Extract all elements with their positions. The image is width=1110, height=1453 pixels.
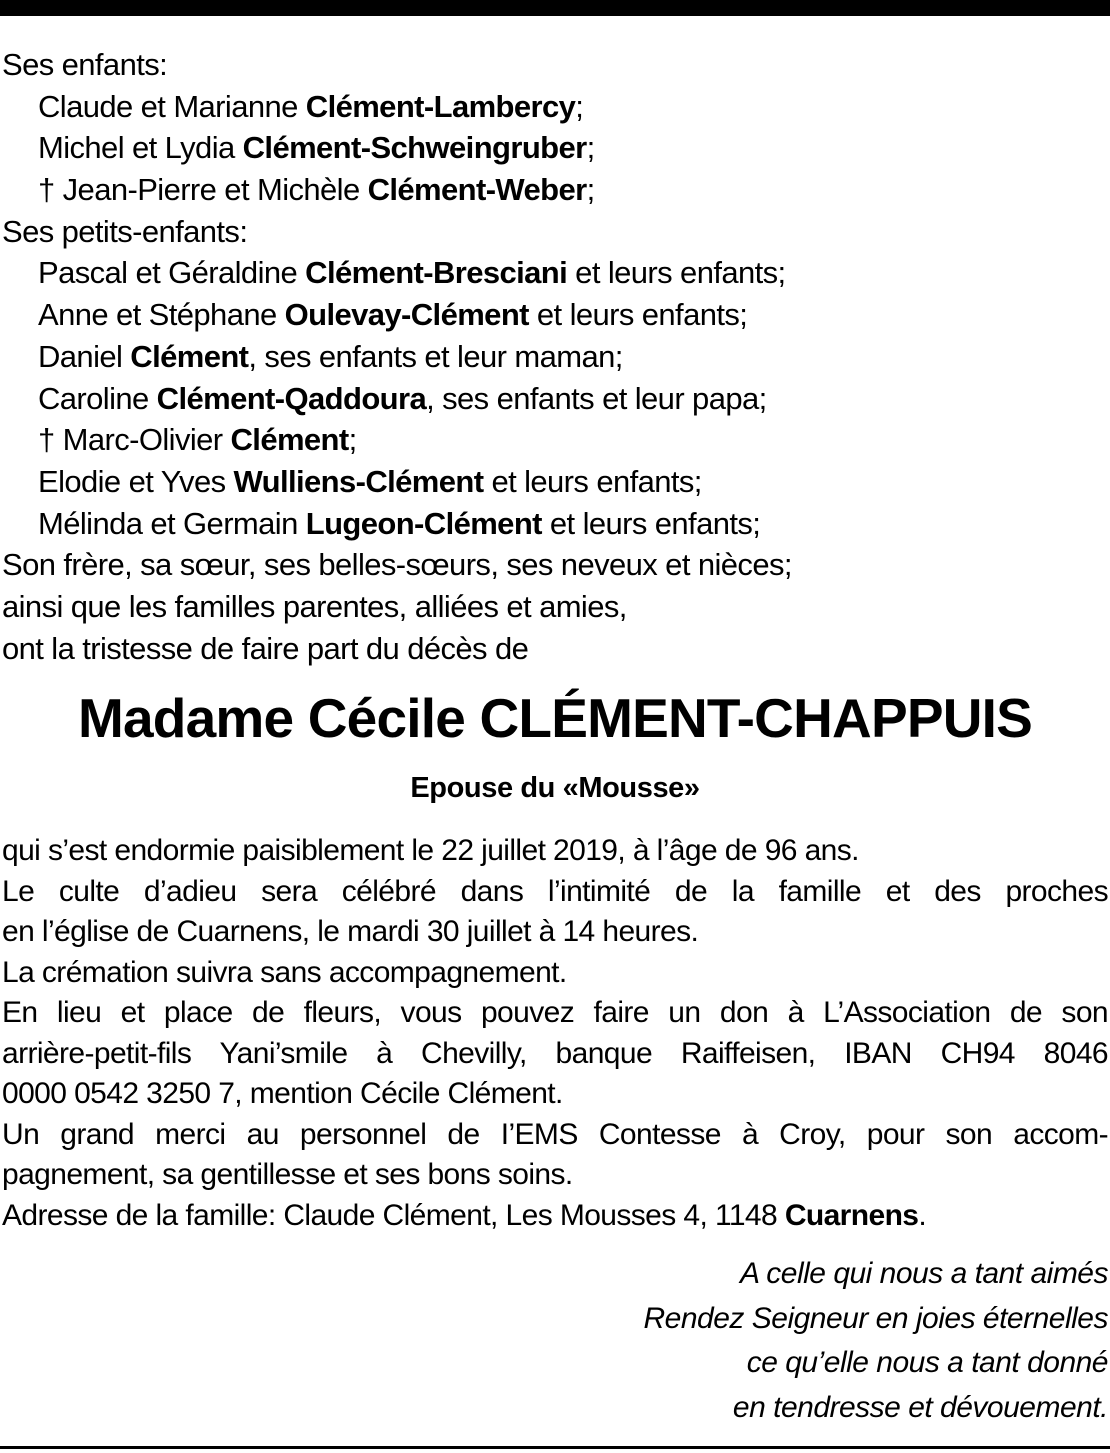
family-member-line: Michel et Lydia Clément-Schweingruber;: [38, 130, 595, 166]
family-member-line: Daniel Clément, ses enfants et leur maman;: [38, 338, 623, 374]
body-line: Un grand merci au personnel de I’EMS Contesse à Croy, pour son accom-: [2, 1117, 1108, 1151]
body-line: en l’église de Cuarnens, le mardi 30 juillet à 14 heures.: [2, 915, 699, 948]
deceased-name: Madame Cécile CLÉMENT-CHAPPUIS: [78, 687, 1032, 749]
body-line: La crémation suivra sans accompagnement.: [2, 955, 567, 989]
address-town: Cuarnens: [784, 1198, 919, 1232]
announcement-body: [2, 831, 1108, 1236]
family-member-line: † Jean-Pierre et Michèle Clément-Weber;: [38, 172, 595, 208]
poem-line: Rendez Seigneur en joies éternelles: [643, 1301, 1108, 1335]
family-member-line: Mélinda et Germain Lugeon-Clément et leurs enfants;: [38, 505, 761, 541]
family-member-line: † Marc-Olivier Clément;: [38, 422, 357, 458]
closing-line: ainsi que les familles parentes, alliées et amies,: [2, 588, 627, 624]
family-name: Oulevay-Clément: [284, 297, 529, 333]
body-line: arrière-petit-fils Yani’smile à Chevilly, banque Raiffeisen, IBAN CH94 8046: [2, 1036, 1108, 1070]
closing-line: ont la tristesse de faire part du décès de: [2, 630, 529, 666]
family-member-line: Pascal et Géraldine Clément-Bresciani et leurs enfants;: [38, 255, 786, 291]
family-name: Wulliens-Clément: [233, 463, 484, 499]
closing-line: Son frère, sa sœur, ses belles-sœurs, ses neveux et nièces;: [2, 547, 792, 583]
family-name: Clément-Qaddoura: [156, 380, 427, 416]
family-name: Lugeon-Clément: [305, 505, 542, 541]
family-list: [2, 44, 1102, 669]
family-name: Clément: [230, 422, 349, 458]
family-name: Clément-Weber: [367, 172, 587, 208]
family-member-line: Claude et Marianne Clément-Lambercy;: [38, 88, 584, 124]
family-name: Clément-Lambercy: [305, 88, 576, 124]
family-name: Clément-Schweingruber: [242, 130, 587, 166]
grandchildren-label: Ses petits-enfants:: [2, 213, 248, 249]
body-line: qui s’est endormie paisiblement le 22 juillet 2019, à l’âge de 96 ans.: [2, 834, 859, 867]
body-line: Le culte d’adieu sera célébré dans l’intimité de la famille et des proches: [2, 874, 1108, 908]
top-rule: [0, 0, 1110, 16]
family-member-line: Elodie et Yves Wulliens-Clément et leurs enfants;: [38, 463, 702, 499]
family-name: Clément-Bresciani: [305, 255, 568, 291]
poem-line: en tendresse et dévouement.: [732, 1390, 1108, 1424]
family-member-line: Anne et Stéphane Oulevay-Clément et leurs enfants;: [38, 297, 748, 333]
deceased-subtitle: Epouse du «Mousse»: [410, 772, 700, 804]
children-label: Ses enfants:: [2, 47, 168, 82]
family-member-line: Caroline Clément-Qaddoura, ses enfants et leur papa;: [38, 380, 767, 416]
body-line: 0000 0542 3250 7, mention Cécile Clément.: [2, 1077, 563, 1110]
body-line: En lieu et place de fleurs, vous pouvez faire un don à L’Association de son: [2, 996, 1108, 1029]
poem-line: A celle qui nous a tant aimés: [740, 1257, 1108, 1290]
poem: [408, 1252, 1108, 1430]
bottom-rule: [0, 1446, 1110, 1449]
poem-line: ce qu’elle nous a tant donné: [746, 1346, 1108, 1379]
family-name: Clément: [130, 338, 249, 374]
body-line: pagnement, sa gentillesse et ses bons soins.: [2, 1158, 573, 1191]
family-address: Adresse de la famille: Claude Clément, Les Mousses 4, 1148 Cuarnens.: [2, 1198, 927, 1232]
